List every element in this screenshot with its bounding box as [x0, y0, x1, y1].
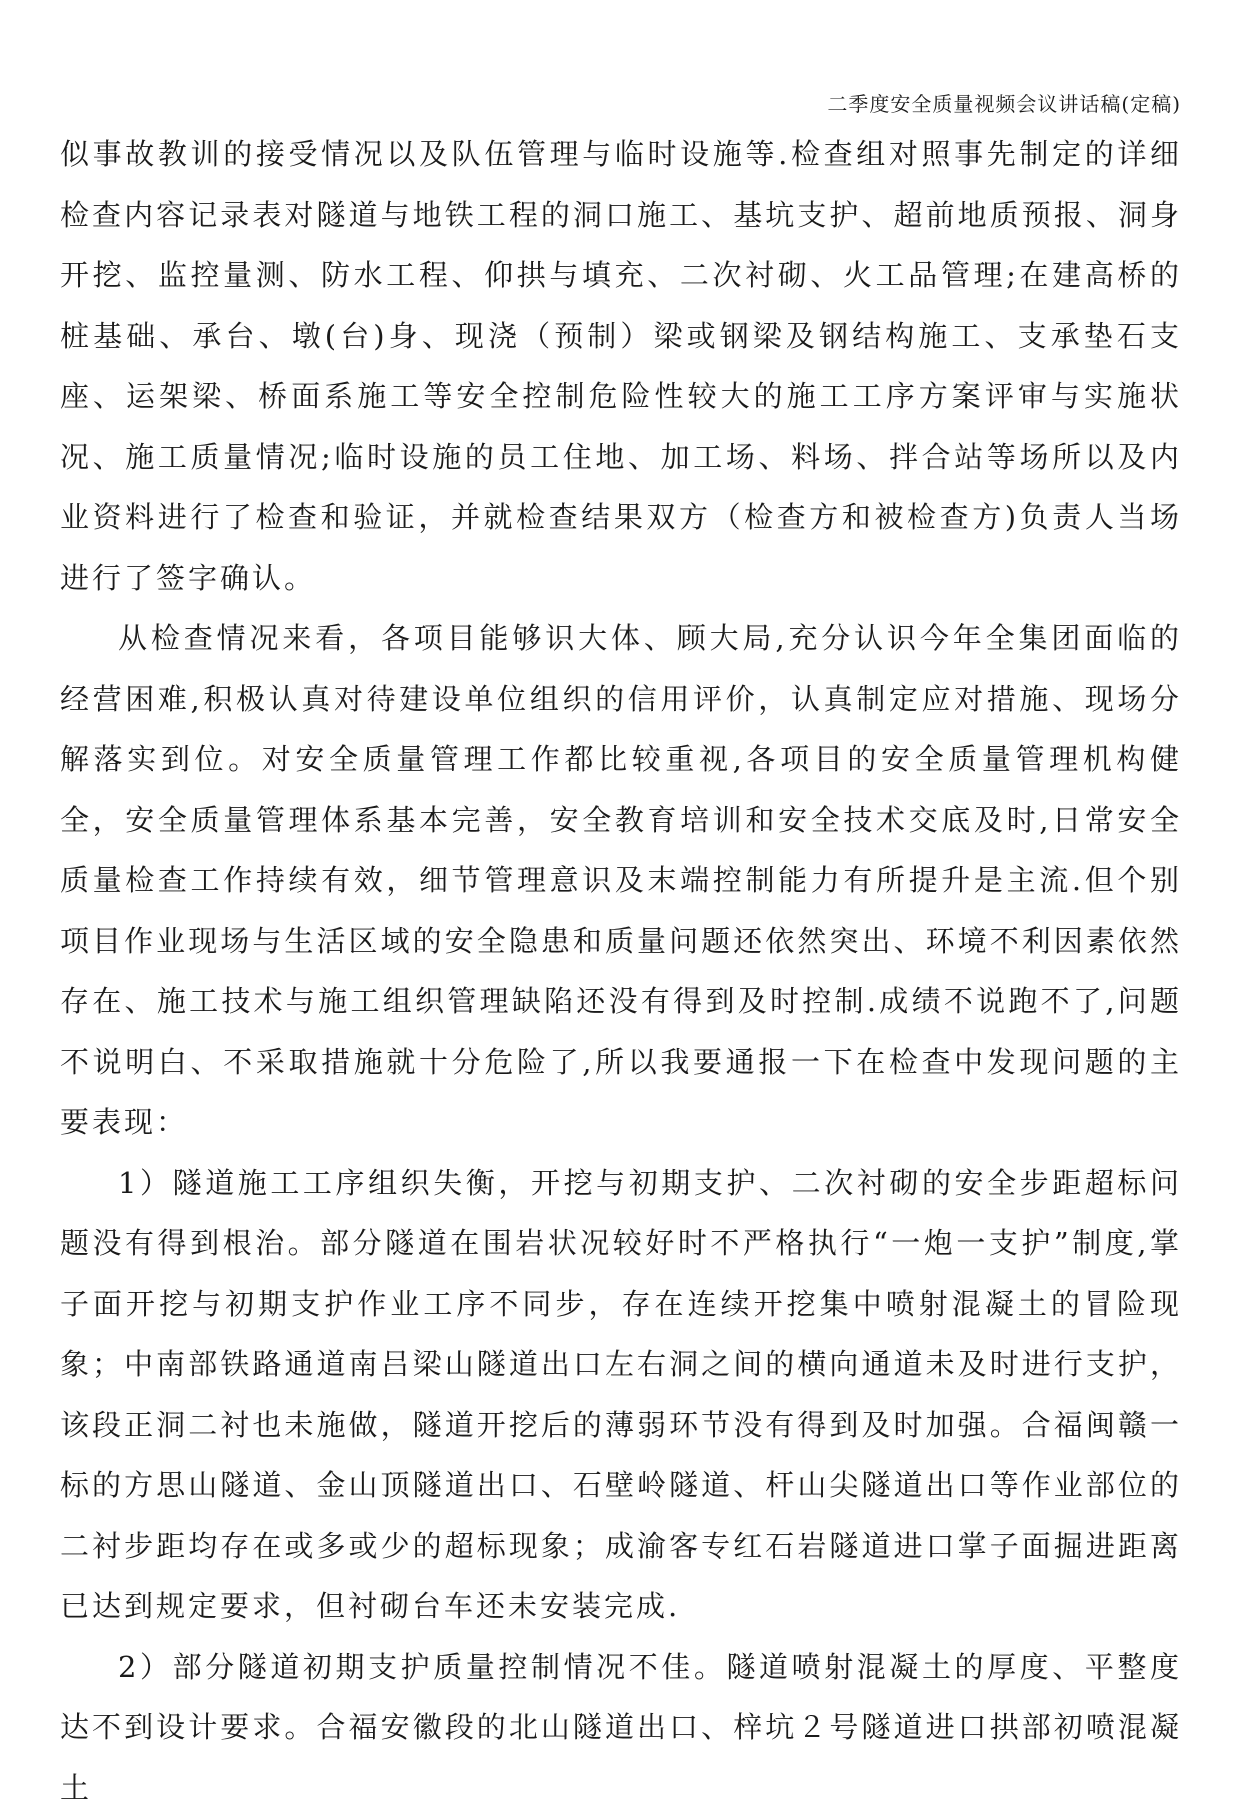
document-body	[60, 124, 1182, 1818]
paragraph-inspection-findings: 从检查情况来看，各项目能够识大体、顾大局,充分认识今年全集团面临的经营困难,积极认真对待建设单位组织的信用评价，认真制定应对措施、现场分解落实到位。对安全质量管理工作都比较重视,各项目的安全质量管理机构健全，安全质量管理体系基本完善，安全教育培训和安全技术交底及时,日常安全质量检查工作持续有效，细节管理意识及末端控制能力有所提升是主流.但个别项目作业现场与生活区域的安全隐患和质量问题还依然突出、环境不利因素依然存在、施工技术与施工组织管理缺陷还没有得到及时控制.成绩不说跑不了,问题不说明白、不采取措施就十分危险了,所以我要通报一下在检查中发现问题的主要表现：	[60, 608, 1182, 1153]
running-header: 二季度安全质量视频会议讲话稿(定稿)	[827, 88, 1181, 117]
list-item-tunnel-sequence: 1）隧道施工工序组织失衡，开挖与初期支护、二次衬砌的安全步距超标问题没有得到根治。部分隧道在围岩状况较好时不严格执行“一炮一支护”制度,掌子面开挖与初期支护作业工序不同步，存在连续开挖集中喷射混凝土的冒险现象；中南部铁路通道南吕梁山隧道出口左右洞之间的横向通道未及时进行支护，该段正洞二衬也未施做，隧道开挖后的薄弱环节没有得到及时加强。合福闽赣一标的方思山隧道、金山顶隧道出口、石壁岭隧道、杆山尖隧道出口等作业部位的二衬步距均存在或多或少的超标现象；成渝客专红石岩隧道进口掌子面掘进距离已达到规定要求，但衬砌台车还未安装完成.	[60, 1153, 1182, 1637]
paragraph-inspection-scope: 似事故教训的接受情况以及队伍管理与临时设施等.检查组对照事先制定的详细检查内容记录表对隧道与地铁工程的洞口施工、基坑支护、超前地质预报、洞身开挖、监控量测、防水工程、仰拱与填充、二次衬砌、火工品管理;在建高桥的桩基础、承台、墩(台)身、现浇（预制）梁或钢梁及钢结构施工、支承垫石支座、运架梁、桥面系施工等安全控制危险性较大的施工工序方案评审与实施状况、施工质量情况;临时设施的员工住地、加工场、料场、拌合站等场所以及内业资料进行了检查和验证，并就检查结果双方（检查方和被检查方)负责人当场进行了签字确认。	[60, 124, 1182, 608]
list-item-initial-support: 2）部分隧道初期支护质量控制情况不佳。隧道喷射混凝土的厚度、平整度达不到设计要求。合福安徽段的北山隧道出口、梓坑２号隧道进口拱部初喷混凝土	[60, 1637, 1182, 1818]
